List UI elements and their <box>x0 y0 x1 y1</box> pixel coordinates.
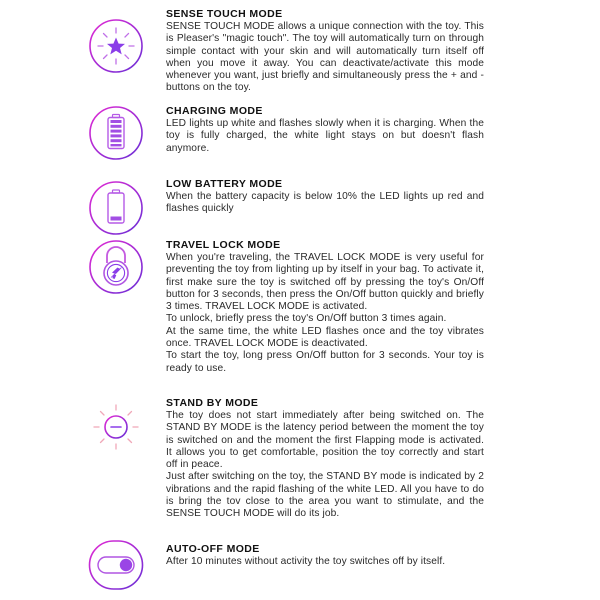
section-body <box>166 191 484 216</box>
sense-touch-icon <box>88 18 144 74</box>
auto-off-toggle-icon <box>88 537 144 593</box>
section-title: SENSE TOUCH MODE <box>166 8 283 20</box>
paragraph: When the battery capacity is below 10% the LED lights up red and flashes quickly <box>166 191 484 215</box>
stand-by-icon <box>88 399 144 455</box>
low-battery-icon <box>88 180 144 236</box>
section-title: CHARGING MODE <box>166 105 263 117</box>
paragraph: To start the toy, long press On/Off button for 3 seconds. Your toy is ready to use. <box>166 350 484 374</box>
charging-battery-icon <box>88 105 144 161</box>
paragraph: When you're traveling, the TRAVEL LOCK MODE is very useful for preventing the toy from lighting up by itself in your bag. To activate it, first make sure the toy is switched off by pressing the toy's On/Off button for 3 seconds, then press the On/Off button quickly and briefly 3 times. TRAVEL LOCK MODE is activated. <box>166 252 484 313</box>
section-body <box>166 118 484 155</box>
paragraph: To unlock, briefly press the toy's On/Off button 3 times again. <box>166 313 447 325</box>
section-body <box>166 21 484 95</box>
section-title: STAND BY MODE <box>166 397 259 409</box>
section-body <box>166 410 484 521</box>
section-body <box>166 556 484 568</box>
paragraph: At the same time, the white LED flashes once and the toy vibrates once. TRAVEL LOCK MODE is deactivated. <box>166 325 484 350</box>
paragraph: LED lights up white and flashes slowly when it is charging. When the toy is fully charged, the white light stays on but doesn't flash anymore. <box>166 118 484 154</box>
paragraph: SENSE TOUCH MODE allows a unique connection with the toy. This is Pleaser's "magic touch". The toy will automatically turn on through simple contact with your skin and will automatically turn itself off when you move it away. You can deactivate/activate this mode whenever you want, just briefly and simultaneously press the + and - buttons on the toy. <box>166 21 484 94</box>
section-body <box>166 252 484 375</box>
paragraph: The toy does not start immediately after being switched on. The STAND BY MODE is the latency period between the moment the toy is switched on and the moment the first Flapping mode is activated. It allows you to get comfortable, position the toy correctly and start off in peace. <box>166 410 484 471</box>
paragraph: Just after switching on the toy, the STAND BY mode is indicated by 2 vibrations and the rapid flashing of the white LED. All you have to do is bring the tov close to the area you want to stimulate, and the SENSE TOUCH MODE will do its job. <box>166 471 484 520</box>
section-title: AUTO-OFF MODE <box>166 543 260 555</box>
section-title: LOW BATTERY MODE <box>166 178 283 190</box>
section-title: TRAVEL LOCK MODE <box>166 239 281 251</box>
travel-lock-icon <box>88 239 144 295</box>
paragraph: After 10 minutes without activity the toy switches off by itself. <box>166 556 446 567</box>
